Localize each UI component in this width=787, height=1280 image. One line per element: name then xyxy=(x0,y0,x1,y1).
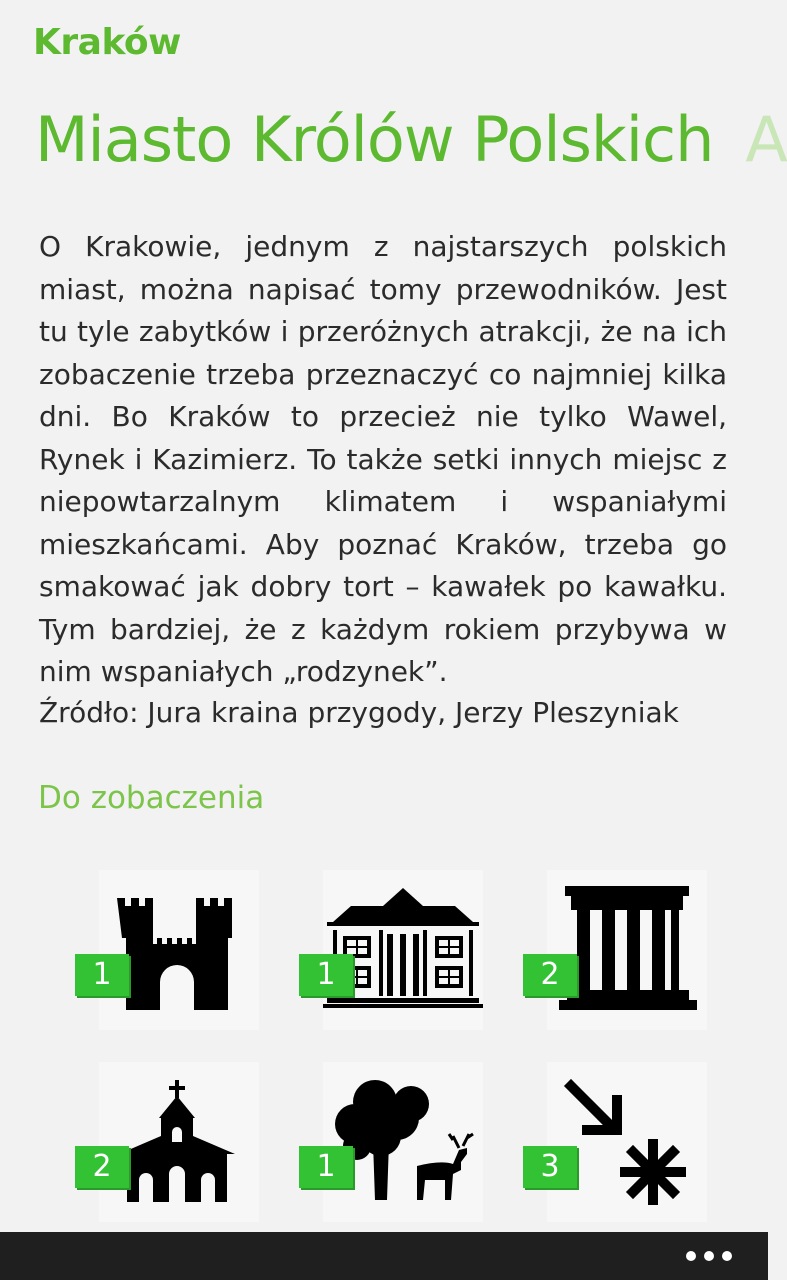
dot-icon xyxy=(704,1251,714,1261)
pivot-item-next[interactable]: A xyxy=(745,103,787,176)
more-options-button[interactable] xyxy=(686,1244,732,1268)
tile-palace[interactable] xyxy=(316,870,483,1030)
tile-museum[interactable] xyxy=(540,870,707,1030)
tile-count-badge: 2 xyxy=(75,1146,129,1188)
dot-icon xyxy=(722,1251,732,1261)
tile-attractions[interactable] xyxy=(540,1062,707,1222)
tile-count-badge: 2 xyxy=(523,954,577,996)
tile-count-badge: 1 xyxy=(75,954,129,996)
source-credit: Źródło: Jura kraina przygody, Jerzy Pleszyniak xyxy=(39,696,679,729)
tile-count-badge: 3 xyxy=(523,1146,577,1188)
pivot-header xyxy=(35,100,787,180)
tile-count-badge: 1 xyxy=(299,954,353,996)
museum-icon xyxy=(547,870,707,1030)
nature-icon xyxy=(323,1062,483,1222)
tile-count-badge: 1 xyxy=(299,1146,353,1188)
dot-icon xyxy=(686,1251,696,1261)
tile-church[interactable] xyxy=(92,1062,259,1222)
app-title: Kraków xyxy=(33,22,181,63)
tile-castle[interactable] xyxy=(92,870,259,1030)
pivot-item-current[interactable]: Miasto Królów Polskich xyxy=(35,103,714,176)
church-icon xyxy=(99,1062,259,1222)
attractions-icon xyxy=(547,1062,707,1222)
palace-icon xyxy=(323,870,483,1030)
city-description: O Krakowie, jednym z najstarszych polskich miast, można napisać tomy przewodników. Jest tu tyle zabytków i przeróżnych atrakcji, że na ich zobaczenie trzeba przeznaczyć co najmniej kilka dni. Bo Kraków to przecież nie tylko Wawel, Rynek i Kazimierz. To także setki innych miejsc z niepowtarzalnym klimatem i wspaniałymi mieszkańcami. Aby poznać Kraków, trzeba go smakować jak dobry tort – kawałek po kawałku. Tym bardziej, że z każdym rokiem przybywa w nim wspaniałych „rodzynek”. xyxy=(39,230,727,688)
app-bar xyxy=(0,1232,768,1280)
tile-nature[interactable] xyxy=(316,1062,483,1222)
castle-icon xyxy=(99,870,259,1030)
section-title-see: Do zobaczenia xyxy=(38,780,265,816)
